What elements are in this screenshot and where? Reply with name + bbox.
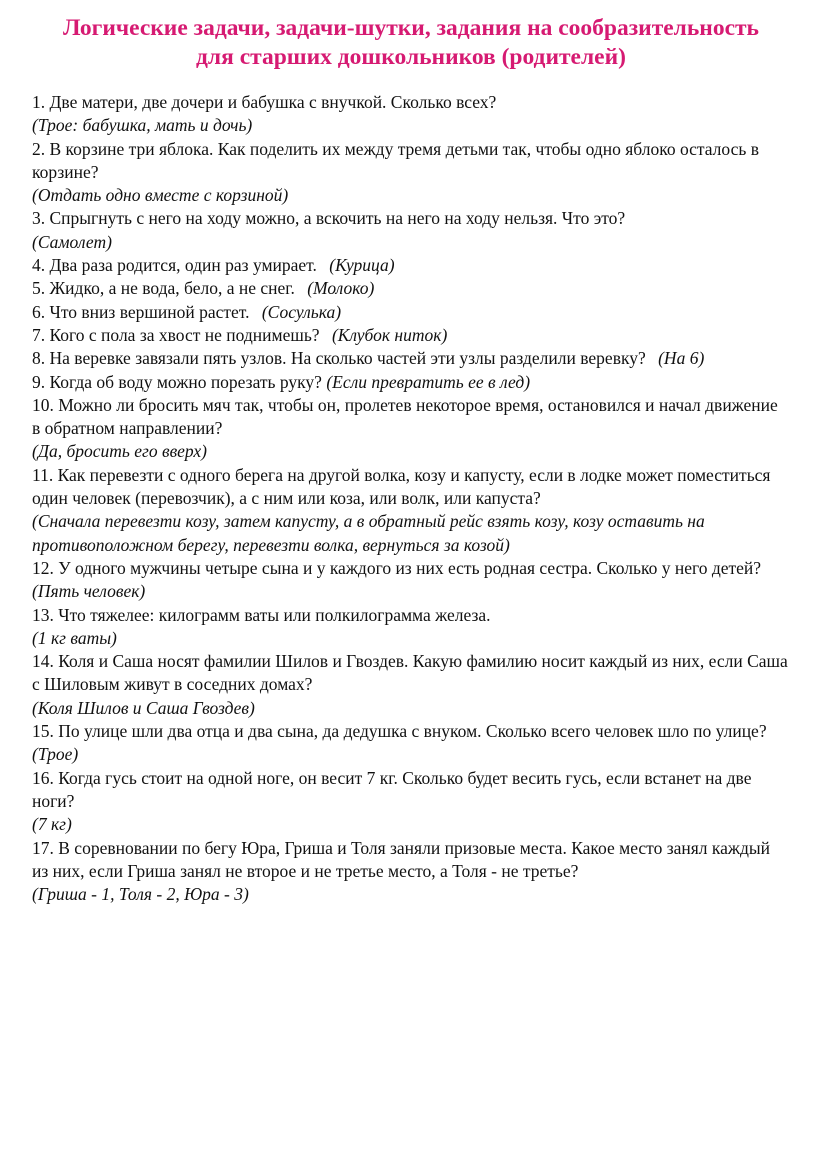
riddle-answer-7: (Клубок ниток) bbox=[331, 324, 448, 345]
riddle-item-4 bbox=[32, 254, 790, 277]
riddle-answer-5: (Молоко) bbox=[307, 278, 375, 299]
riddle-item-15 bbox=[32, 720, 790, 767]
riddle-item-10 bbox=[32, 394, 790, 464]
riddle-answer-2: (Отдать одно вместе с корзиной) bbox=[32, 185, 289, 206]
riddle-question-9: 9. Когда об воду можно порезать руку? bbox=[32, 371, 322, 392]
riddle-item-9 bbox=[32, 371, 790, 394]
riddle-question-11: 11. Как перевезти с одного берега на другой волка, козу и капусту, если в лодке может поместиться один человек (перевозчик), а с ним или коза, или волк, или капуста? bbox=[32, 464, 771, 509]
riddle-item-17 bbox=[32, 837, 790, 907]
page-title bbox=[32, 14, 790, 72]
riddle-question-14: 14. Коля и Саша носят фамилии Шилов и Гвоздев. Какую фамилию носит каждый из них, если Саша с Шиловым живут в соседних домах? bbox=[32, 651, 788, 695]
riddle-question-12: 12. У одного мужчины четыре сына и у каждого из них есть родная сестра. Сколько у него детей? bbox=[32, 557, 762, 578]
riddle-question-4: 4. Два раза родится, один раз умирает. bbox=[32, 255, 317, 276]
title-line-2: для старших дошкольников (родителей) bbox=[196, 44, 626, 70]
riddle-question-13: 13. Что тяжелее: килограмм ваты или полкилограмма железа. bbox=[32, 604, 491, 625]
riddle-answer-17: (Гриша - 1, Толя - 2, Юра - 3) bbox=[32, 884, 249, 905]
riddle-answer-10: (Да, бросить его вверх) bbox=[32, 441, 207, 462]
riddle-answer-14: (Коля Шилов и Саша Гвоздев) bbox=[32, 697, 255, 718]
riddle-item-14 bbox=[32, 650, 790, 720]
riddle-answer-13: (1 кг ваты) bbox=[32, 627, 117, 648]
riddle-item-6 bbox=[32, 301, 790, 324]
riddle-answer-15: (Трое) bbox=[32, 744, 79, 765]
riddle-item-1 bbox=[32, 91, 790, 138]
riddle-answer-16: (7 кг) bbox=[32, 814, 72, 835]
riddle-item-12 bbox=[32, 557, 790, 604]
riddle-answer-6: (Сосулька) bbox=[261, 301, 342, 322]
riddle-item-8 bbox=[32, 347, 790, 370]
riddle-item-3 bbox=[32, 207, 790, 254]
riddle-question-17: 17. В соревновании по бегу Юра, Гриша и Толя заняли призовые места. Какое место занял каждый из них, если Гриша занял не второе и не третье место, а Толя - не третье? bbox=[32, 837, 771, 881]
riddle-question-2: 2. В корзине три яблока. Как поделить их между тремя детьми так, чтобы одно яблоко осталось в корзине? bbox=[32, 138, 759, 182]
riddle-question-1: 1. Две матери, две дочери и бабушка с внучкой. Сколько всех? bbox=[32, 92, 497, 112]
riddle-question-16: 16. Когда гусь стоит на одной ноге, он весит 7 кг. Сколько будет весить гусь, если встанет на две ноги? bbox=[32, 767, 752, 811]
riddle-question-3: 3. Спрыгнуть с него на ходу можно, а вскочить на него на ходу нельзя. Что это? bbox=[32, 208, 626, 229]
riddle-question-6: 6. Что вниз вершиной растет. bbox=[32, 301, 250, 322]
title-line-1: Логические задачи, задачи-шутки, задания на сообразительность bbox=[62, 15, 759, 41]
riddle-item-16 bbox=[32, 767, 790, 837]
riddle-item-11 bbox=[32, 464, 790, 557]
riddle-item-5 bbox=[32, 277, 790, 300]
riddle-question-7: 7. Кого с пола за хвост не поднимешь? bbox=[32, 324, 320, 345]
riddle-answer-4: (Курица) bbox=[329, 255, 395, 276]
riddle-item-2 bbox=[32, 138, 790, 208]
riddle-question-8: 8. На веревке завязали пять узлов. На сколько частей эти узлы разделили веревку? bbox=[32, 348, 646, 369]
riddle-question-10: 10. Можно ли бросить мяч так, чтобы он, пролетев некоторое время, остановился и начал движение в обратном направлении? bbox=[32, 394, 778, 439]
riddle-answer-8: (На 6) bbox=[658, 348, 705, 369]
riddle-answer-11: (Сначала перевезти козу, затем капусту, а в обратный рейс взять козу, козу оставить на противоположном берегу, перевезти волка, вернуться за козой) bbox=[32, 511, 705, 555]
riddle-answer-9: (Если превратить ее в лед) bbox=[326, 371, 531, 392]
riddle-list bbox=[32, 91, 790, 906]
riddle-question-15: 15. По улице шли два отца и два сына, да дедушка с внуком. Сколько всего человек шло по улице? bbox=[32, 721, 767, 742]
riddle-item-13 bbox=[32, 604, 790, 651]
riddle-answer-1: (Трое: бабушка, мать и дочь) bbox=[32, 115, 253, 136]
riddle-question-5: 5. Жидко, а не вода, бело, а не снег. bbox=[32, 278, 295, 299]
riddle-answer-12: (Пять человек) bbox=[32, 581, 146, 602]
riddle-item-7 bbox=[32, 324, 790, 347]
riddle-answer-3: (Самолет) bbox=[32, 231, 112, 252]
